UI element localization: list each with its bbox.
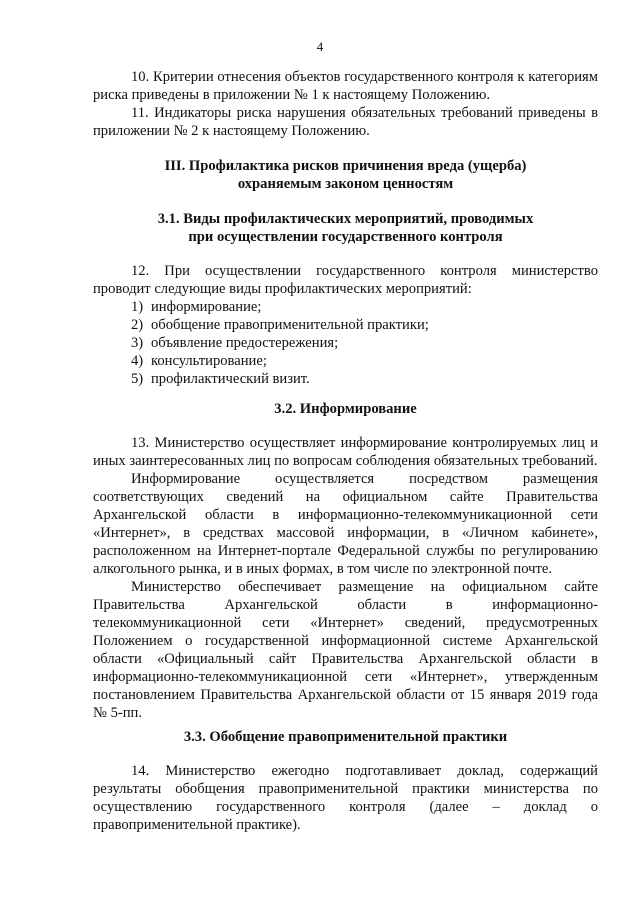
subsection-3-3-title: 3.3. Обобщение правоприменительной практики <box>183 729 508 745</box>
list-item-text: объявление предостережения; <box>151 335 339 351</box>
subsection-3-2-heading <box>93 400 598 418</box>
list-item-number: 3) <box>131 335 144 351</box>
list-item-text: информирование; <box>151 299 262 315</box>
paragraph-11: 11. Индикаторы риска нарушения обязательных требований приведены в приложении № 2 к настоящему Положению. <box>93 105 598 139</box>
list-item-text: профилактический визит. <box>151 371 310 387</box>
paragraph-13: 13. Министерство осуществляет информирование контролируемых лиц и иных заинтересованных лиц по вопросам соблюдения обязательных требований. <box>93 435 598 469</box>
clause-12 <box>93 262 598 388</box>
paragraph-13-informing-means: Информирование осуществляется посредством размещения соответствующих сведений на официальном сайте Правительства Архангельской области в информационно-телекоммуникационной сети «Интернет», в средствах массовой информации, в «Личном кабинете», расположенном на Интернет-портале Федеральной службы по регулированию алкогольного рынка, и в иных формах, в том числе по электронной почте. <box>93 471 598 577</box>
paragraph-10: 10. Критерии отнесения объектов государственного контроля к категориям риска приведены в приложении № 1 к настоящему Положению. <box>93 69 598 103</box>
list-item-text: консультирование; <box>151 353 267 369</box>
list-item <box>93 316 598 334</box>
list-item-number: 5) <box>131 371 144 387</box>
list-item <box>93 298 598 316</box>
list-item <box>93 370 598 388</box>
clause-14 <box>93 762 598 834</box>
section-3-heading <box>93 157 598 193</box>
paragraph-14: 14. Министерство ежегодно подготавливает доклад, содержащий результаты обобщения правоприменительной практики министерства по осуществлению государственного контроля (далее – доклад о правоприменительной практике). <box>93 763 598 833</box>
clause-10 <box>93 68 598 140</box>
list-item-number: 4) <box>131 353 144 369</box>
page-number: 4 <box>316 39 324 54</box>
list-item <box>93 352 598 370</box>
subsection-3-3-heading <box>93 728 598 746</box>
clause-13 <box>93 434 598 722</box>
subsection-3-1-title-line-1: 3.1. Виды профилактических мероприятий, проводимых <box>157 211 534 227</box>
paragraph-13-website-publication: Министерство обеспечивает размещение на официальном сайте Правительства Архангельской области в информационно-телекоммуникационной сети «Интернет» сведений, предусмотренных Положением о государственной информационной системе Архангельской области «Официальный сайт Правительства Архангельской области в информационно-телекоммуникационной сети «Интернет», утвержденным постановлением Правительства Архангельской области от 15 января 2019 года № 5-пп. <box>93 579 598 721</box>
list-item-number: 2) <box>131 317 144 333</box>
section-3-title-line-1: III. Профилактика рисков причинения вреда (ущерба) <box>164 158 527 174</box>
list-item <box>93 334 598 352</box>
list-item-text: обобщение правоприменительной практики; <box>151 317 429 333</box>
list-item-number: 1) <box>131 299 144 315</box>
subsection-3-2-title: 3.2. Информирование <box>274 401 417 417</box>
subsection-3-1-title-line-2: при осуществлении государственного контроля <box>188 229 503 245</box>
section-3-title-line-2: охраняемым законом ценностям <box>237 176 454 192</box>
subsection-3-1-heading <box>93 210 598 246</box>
paragraph-12: 12. При осуществлении государственного контроля министерство проводит следующие виды профилактических мероприятий: <box>93 263 598 297</box>
